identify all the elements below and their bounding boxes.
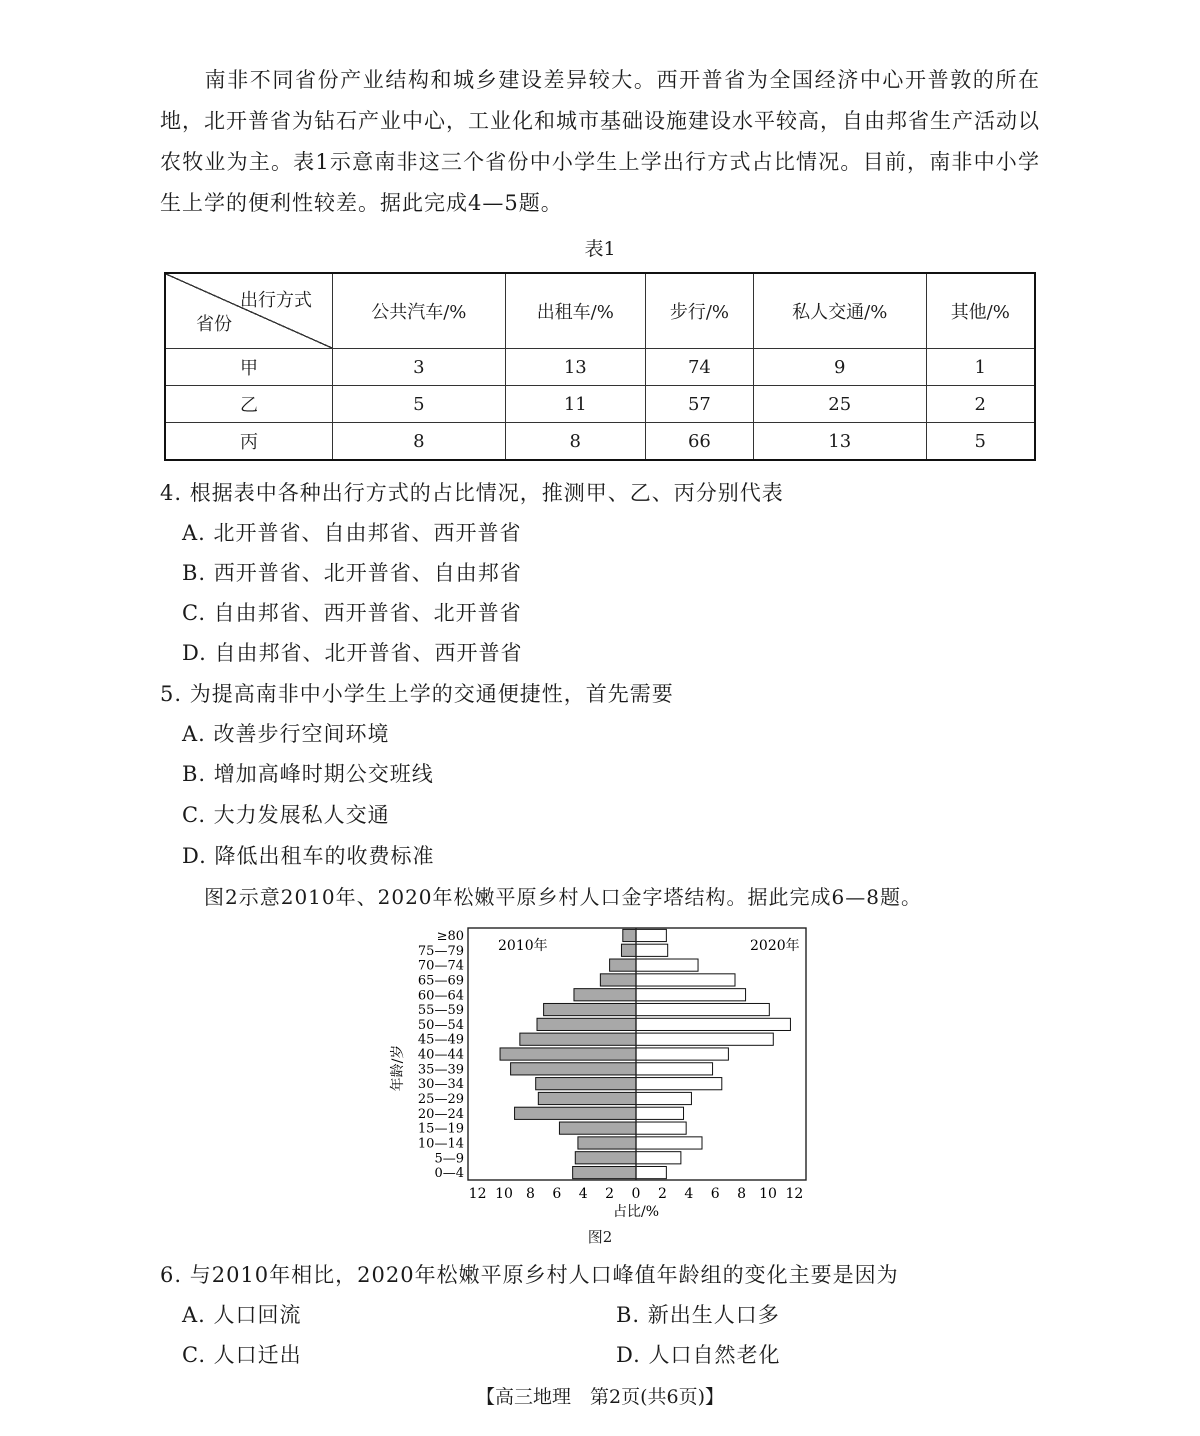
bar-2010: [511, 1063, 636, 1075]
question-4-option-b: B. 西开普省、北开普省、自由邦省: [182, 561, 522, 585]
question-5-option-c: C. 大力发展私人交通: [182, 803, 390, 827]
bar-2010: [515, 1107, 636, 1119]
row-province: 乙: [165, 386, 333, 423]
table-cell: 74: [645, 349, 753, 386]
age-label: 45—49: [417, 1032, 464, 1048]
table-corner-cell: [165, 273, 333, 349]
question-4-stem: 4. 根据表中各种出行方式的占比情况，推测甲、乙、丙分别代表: [160, 481, 784, 505]
bar-2010: [621, 944, 636, 956]
corner-label-travel-mode: 出行方式: [240, 290, 312, 311]
bar-2020: [636, 1003, 769, 1015]
x-tick-label: 10: [759, 1186, 777, 1202]
bar-2010: [575, 1152, 636, 1164]
age-label: 65—69: [417, 973, 464, 989]
age-label: 60—64: [417, 988, 464, 1004]
table-caption: 表1: [584, 238, 616, 260]
column-header: 出租车/%: [505, 273, 645, 349]
x-tick-label: 4: [578, 1186, 588, 1202]
age-label: 30—34: [417, 1077, 464, 1093]
question-5-option-b: B. 增加高峰时期公交班线: [182, 762, 434, 786]
age-label: 0—4: [434, 1166, 464, 1182]
x-tick-labels: [469, 1186, 804, 1202]
age-label: 55—59: [417, 1003, 464, 1019]
question-4-option-c: C. 自由邦省、西开普省、北开普省: [182, 601, 522, 625]
x-tick-label: 6: [710, 1186, 720, 1202]
age-label: ≥80: [436, 928, 464, 944]
age-label: 40—44: [417, 1047, 464, 1063]
bar-2020: [636, 1092, 691, 1104]
question-5-option-d: D. 降低出租车的收费标准: [182, 844, 435, 868]
bar-2020: [636, 1033, 773, 1045]
age-label: 5—9: [434, 1151, 464, 1167]
question-6-option-d: D. 人口自然老化: [616, 1343, 781, 1367]
page-footer: 【高三地理 第2页(共6页)】: [475, 1386, 724, 1408]
table-cell: 8: [333, 423, 506, 461]
column-header: 私人交通/%: [753, 273, 926, 349]
bar-2020: [636, 929, 666, 941]
question-5-option-a: A. 改善步行空间环境: [182, 722, 390, 746]
bar-2010: [544, 1003, 636, 1015]
question-6-option-a: A. 人口回流: [182, 1303, 302, 1327]
bar-2010: [500, 1048, 636, 1060]
age-label: 10—14: [417, 1136, 464, 1152]
table-cell: 5: [333, 386, 506, 423]
bar-2010: [600, 974, 636, 986]
x-tick-label: 12: [785, 1186, 804, 1202]
bar-2020: [636, 1018, 790, 1030]
question-6-option-c: C. 人口迁出: [182, 1343, 302, 1367]
column-header: 步行/%: [645, 273, 753, 349]
bar-2010: [536, 1078, 636, 1090]
table-cell: 5: [926, 423, 1035, 461]
age-tick-labels: [418, 929, 464, 1181]
x-tick-label: 4: [684, 1186, 694, 1202]
row-province: 丙: [165, 423, 333, 461]
series-2020-bars: [636, 929, 790, 1178]
x-axis-label: 占比/%: [612, 1204, 660, 1220]
series-label-2020: 2020年: [750, 938, 800, 954]
x-tick-label: 6: [552, 1186, 562, 1202]
age-label: 25—29: [417, 1091, 464, 1107]
row-province: 甲: [165, 349, 333, 386]
bar-2010: [559, 1122, 636, 1134]
bar-2020: [636, 974, 735, 986]
bar-2010: [578, 1137, 636, 1149]
x-tick-label: 0: [631, 1186, 641, 1202]
table-cell: 3: [333, 349, 506, 386]
corner-label-province: 省份: [196, 314, 232, 335]
bar-2010: [537, 1018, 636, 1030]
column-header: 其他/%: [926, 273, 1035, 349]
population-pyramid-chart: [380, 918, 820, 1248]
bar-2020: [636, 1078, 722, 1090]
series-2010-bars: [500, 929, 636, 1178]
bar-2020: [636, 1063, 713, 1075]
figure-intro-text: 图2示意2010年、2020年松嫩平原乡村人口金字塔结构。据此完成6—8题。: [204, 885, 922, 909]
question-6-option-b: B. 新出生人口多: [616, 1303, 780, 1327]
table-row: [165, 423, 1035, 461]
table-cell: 9: [753, 349, 926, 386]
bar-2010: [573, 1166, 636, 1178]
x-tick-label: 8: [525, 1186, 535, 1202]
question-6-stem: 6. 与2010年相比，2020年松嫩平原乡村人口峰值年龄组的变化主要是因为: [160, 1263, 899, 1287]
bar-2020: [636, 1166, 666, 1178]
table-header-row: [165, 273, 1035, 349]
table-cell: 8: [505, 423, 645, 461]
table-cell: 57: [645, 386, 753, 423]
intro-paragraph: 南非不同省份产业结构和城乡建设差异较大。西开普省为全国经济中心开普敦的所在地，北开普省为钻石产业中心，工业化和城市基础设施建设水平较高，自由邦省生产活动以农牧业为主。表1示意南非这三个省份中小学生上学出行方式占比情况。目前，南非中小学生上学的便利性较差。据此完成4—5题。: [160, 68, 1040, 215]
x-tick-label: 12: [468, 1186, 487, 1202]
bar-2020: [636, 944, 668, 956]
table-cell: 13: [505, 349, 645, 386]
bar-2010: [538, 1092, 636, 1104]
y-axis-label: 年龄/岁: [390, 1044, 406, 1092]
x-tick-label: 2: [605, 1186, 615, 1202]
series-label-2010: 2010年: [498, 938, 548, 954]
table-row: [165, 386, 1035, 423]
bar-2010: [574, 989, 636, 1001]
age-label: 15—19: [417, 1121, 464, 1137]
bar-2020: [636, 959, 698, 971]
bar-2020: [636, 1137, 702, 1149]
x-tick-label: 2: [657, 1186, 667, 1202]
column-header: 公共汽车/%: [333, 273, 506, 349]
question-4-option-a: A. 北开普省、自由邦省、西开普省: [182, 521, 522, 545]
bar-2020: [636, 1152, 681, 1164]
bar-2020: [636, 1122, 686, 1134]
table-cell: 1: [926, 349, 1035, 386]
table-cell: 13: [753, 423, 926, 461]
bar-2020: [636, 1107, 684, 1119]
table-cell: 25: [753, 386, 926, 423]
table-cell: 66: [645, 423, 753, 461]
figure-caption: 图2: [587, 1228, 613, 1246]
age-label: 50—54: [417, 1017, 464, 1033]
table-cell: 11: [505, 386, 645, 423]
bar-2020: [636, 989, 746, 1001]
bar-2010: [520, 1033, 636, 1045]
age-label: 70—74: [417, 958, 464, 974]
x-tick-label: 10: [495, 1186, 513, 1202]
x-tick-label: 8: [737, 1186, 747, 1202]
table-row: [165, 349, 1035, 386]
age-label: 20—24: [417, 1106, 464, 1122]
question-4-option-d: D. 自由邦省、北开普省、西开普省: [182, 641, 523, 665]
table-cell: 2: [926, 386, 1035, 423]
age-label: 35—39: [417, 1062, 464, 1078]
bar-2010: [623, 929, 636, 941]
question-5-stem: 5. 为提高南非中小学生上学的交通便捷性，首先需要: [160, 682, 674, 706]
travel-mode-table: [164, 272, 1036, 461]
bar-2010: [610, 959, 636, 971]
age-label: 75—79: [417, 943, 464, 959]
bar-2020: [636, 1048, 728, 1060]
